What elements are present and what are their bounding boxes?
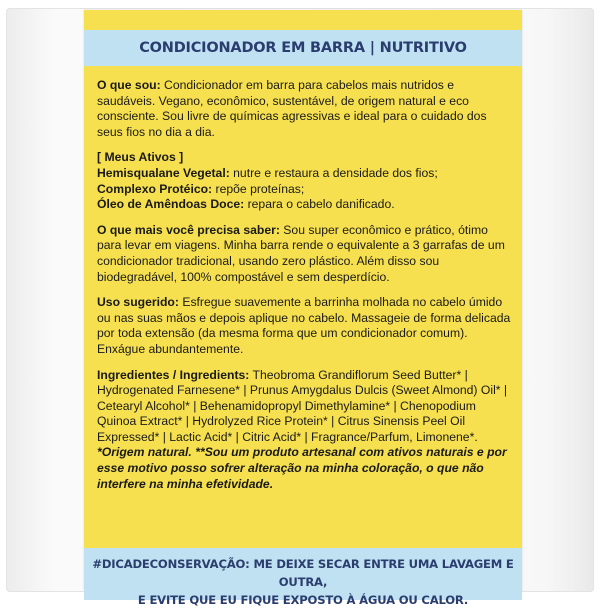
ingredientes-note: *Origem natural. **Sou um produto artesanal com ativos naturais e por esse motivo posso sofrer alteração na minha coloração, o que não interfere na minha efetividade. (97, 445, 507, 491)
ativo-name: Óleo de Amêndoas Doce: (97, 197, 245, 212)
tip-line-2: E EVITE QUE EU FIQUE EXPOSTO À ÁGUA OU CALOR. (137, 593, 469, 607)
ingredientes-heading: Ingredientes / Ingredients: (97, 367, 250, 382)
ingredientes-text: Theobroma Grandiflorum Seed Butter* | Hydrogenated Farnesene* | Prunus Amygdalus Dulcis (Sweet Almond) Oil* | Cetearyl Alcohol* | Behenamidopropyl Dimethylamine* | Chenopodium Quinoa Extract* | Hydrolyzed Rice Protein* | Citrus Sinensis Peel Oil Expressed* | Lactic Acid* | Citric Acid* | Fragrance/Parfum, Limonene*. (97, 367, 508, 444)
ativo-item (97, 197, 511, 213)
ativo-desc: repara o cabelo danificado. (244, 197, 395, 212)
section-ativos (97, 150, 511, 212)
product-label (84, 10, 522, 607)
ativo-desc: repõe proteínas; (212, 181, 305, 196)
product-title: CONDICIONADOR EM BARRA | NUTRITIVO (139, 40, 467, 56)
ativo-name: Complexo Protéico: (97, 181, 213, 196)
label-content (97, 78, 511, 502)
section-uso-sugerido (97, 295, 511, 357)
tip-line-1: #DICADECONSERVAÇÃO: ME DEIXE SECAR ENTRE UMA LAVAGEM E OUTRA, (92, 557, 514, 589)
section-o-que-mais (97, 223, 511, 285)
o-que-mais-text: Sou super econômico e prático, ótimo para levar em viagens. Minha barra rende o equivalente a 3 garrafas de um condicionador tradicional, usando zero plástico. Além disso sou biodegradável, 100% compostável e sem desperdício. (97, 222, 505, 284)
ativo-item (97, 166, 511, 182)
section-o-que-sou (97, 78, 511, 140)
ativos-heading: [ Meus Ativos ] (97, 150, 184, 165)
ativo-desc: nutre e restaura a densidade dos fios; (229, 165, 438, 180)
ativo-item (97, 182, 511, 198)
o-que-mais-heading: O que mais você precisa saber: (97, 222, 280, 237)
conservation-tip (84, 555, 522, 609)
o-que-sou-heading: O que sou: (97, 78, 161, 92)
uso-text: Esfregue suavemente a barrinha molhada no cabelo úmido ou nas suas mãos e depois aplique no cabelo. Massageie de forma delicada por toda extensão (da mesma forma que um condicionador comum). Enxágue abundantemente. (97, 295, 511, 356)
uso-heading: Uso sugerido: (97, 295, 179, 310)
ativo-name: Hemisqualane Vegetal: (97, 165, 230, 180)
section-ingredientes (97, 368, 511, 493)
o-que-sou-text: Condicionador em barra para cabelos mais nutridos e saudáveis. Vegano, econômico, sustentável, de origem natural e eco consciente. Sou livre de químicas agressivas e ideal para o cuidado dos seus fios no dia a dia. (97, 78, 487, 139)
